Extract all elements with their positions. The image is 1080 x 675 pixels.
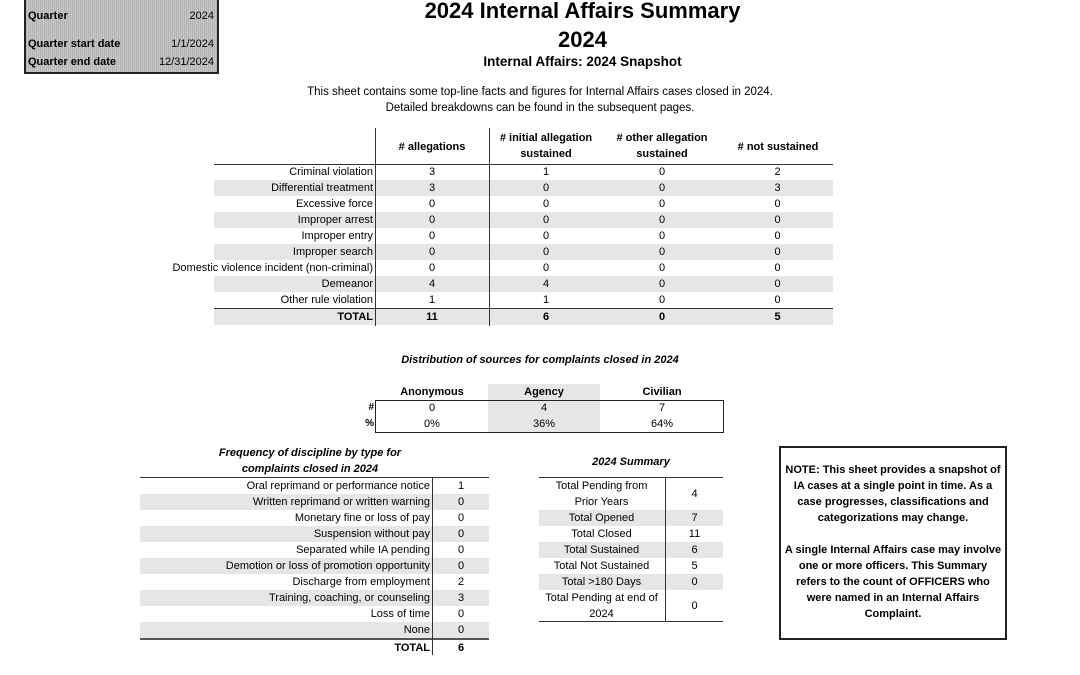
col-header-not-sustained: # not sustained <box>737 141 819 153</box>
discipline-label: Suspension without pay <box>313 528 430 540</box>
summary-label <box>539 478 664 510</box>
summary-value: 7 <box>691 512 698 524</box>
total-divider <box>214 308 833 309</box>
summary-col-divider <box>665 477 666 622</box>
row-value: 0 <box>428 246 436 258</box>
total-value: 11 <box>426 311 438 323</box>
discipline-value: 1 <box>457 480 465 492</box>
summary-bottom-line <box>539 621 723 622</box>
row-value: 3 <box>774 182 781 194</box>
discipline-value: 3 <box>457 592 465 604</box>
discipline-row <box>140 526 489 542</box>
summary-label <box>539 590 664 622</box>
row-label: Differential treatment <box>271 182 373 194</box>
row-value: 0 <box>658 294 666 306</box>
row-value: 0 <box>658 198 666 210</box>
summary-value: 4 <box>691 488 698 500</box>
summary-label-line: Total >180 Days <box>561 576 642 588</box>
col-header-other-sustained: # other allegation sustained <box>616 132 708 160</box>
allegations-table <box>172 128 833 326</box>
row-value: 0 <box>658 182 666 194</box>
row-value: 0 <box>774 262 781 274</box>
discipline-label: Monetary fine or loss of pay <box>294 512 430 524</box>
summary-label <box>539 526 664 542</box>
row-label: Domestic violence incident (non-criminal) <box>172 262 373 274</box>
note-paragraph-2: A single Internal Affairs case may involve one or more officers. This Summary refers to the count of OFFICERS who were named in an Internal Affairs Complaint. <box>784 544 1002 620</box>
row-value: 0 <box>658 230 666 242</box>
row-value: 0 <box>774 230 781 242</box>
summary-label-line: 2024 <box>589 608 614 620</box>
row-value: 0 <box>658 166 666 178</box>
row-value: 0 <box>774 294 781 306</box>
info-value: 12/31/2024 <box>158 56 214 68</box>
summary-row <box>539 590 723 622</box>
total-label: TOTAL <box>337 311 373 323</box>
discipline-label: Written reprimand or written warning <box>252 496 430 508</box>
summary-label <box>539 542 664 558</box>
discipline-value: 0 <box>457 512 465 524</box>
discipline-label: Loss of time <box>370 608 430 620</box>
row-label: Demeanor <box>321 278 373 290</box>
page-year: 2024 <box>558 27 607 52</box>
summary-label <box>539 510 664 526</box>
discipline-label: Oral reprimand or performance notice <box>246 480 430 492</box>
row-value: 2 <box>774 166 781 178</box>
col-header-civilian: Civilian <box>642 386 682 398</box>
row-value: 3 <box>428 182 436 194</box>
total-value: 6 <box>542 311 550 323</box>
table-row <box>214 180 833 196</box>
col-header-allegations: # allegations <box>398 141 466 153</box>
row-value: 1 <box>542 166 550 178</box>
row-value: 0 <box>542 182 550 194</box>
discipline-value: 2 <box>457 576 465 588</box>
discipline-table <box>140 477 489 655</box>
summary-value: 5 <box>691 560 698 572</box>
row-value: 0 <box>542 246 550 258</box>
row-label: Improper search <box>292 246 373 258</box>
discipline-total-label: TOTAL <box>394 642 430 654</box>
summary-value: 11 <box>688 528 701 540</box>
count-label: # <box>368 402 374 413</box>
summary-value: 0 <box>691 600 698 612</box>
table-row <box>214 212 833 228</box>
row-value: 0 <box>542 214 550 226</box>
row-label: Excessive force <box>295 198 373 210</box>
col-header-agency: Agency <box>524 386 564 398</box>
discipline-value: 0 <box>457 608 465 620</box>
intro-line-1: This sheet contains some top-line facts and figures for Internal Affairs cases closed in 2024. <box>307 86 773 98</box>
summary-row <box>539 526 723 542</box>
row-value: 1 <box>542 294 550 306</box>
row-value: 0 <box>658 246 666 258</box>
row-value: 4 <box>428 278 436 290</box>
summary-row <box>539 574 723 590</box>
discipline-title-line-2: complaints closed in 2024 <box>241 463 379 475</box>
row-value: 0 <box>428 262 436 274</box>
label-divider <box>375 128 376 326</box>
summary-label-line: Total Sustained <box>563 544 640 556</box>
intro-line-2: Detailed breakdowns can be found in the subsequent pages. <box>385 102 695 114</box>
row-value: 0 <box>428 198 436 210</box>
table-row <box>214 196 833 212</box>
row-value: 0 <box>428 230 436 242</box>
count-civilian: 7 <box>658 402 666 414</box>
col-divider <box>489 128 490 326</box>
summary-title: 2024 Summary <box>592 456 670 468</box>
row-value: 0 <box>542 198 550 210</box>
info-label: Quarter start date <box>28 38 121 50</box>
discipline-value: 0 <box>457 544 465 556</box>
row-value: 0 <box>658 214 666 226</box>
row-value: 4 <box>542 278 550 290</box>
row-value: 1 <box>428 294 436 306</box>
discipline-label: Separated while IA pending <box>296 544 430 556</box>
note-paragraph-1: NOTE: This sheet provides a snapshot of IA cases at a single point in time. As a case progresses, classifications and categorizations may change. <box>785 464 1001 524</box>
summary-label-line: Total Closed <box>571 528 632 540</box>
pct-label: % <box>365 418 374 429</box>
table-row <box>214 228 833 244</box>
info-value: 1/1/2024 <box>171 38 214 50</box>
discipline-label: Demotion or loss of promotion opportunity <box>225 560 430 572</box>
row-value: 0 <box>774 278 781 290</box>
note-box <box>779 446 1007 640</box>
row-value: 0 <box>542 230 550 242</box>
page-subtitle: Internal Affairs: 2024 Snapshot <box>483 54 682 69</box>
info-label: Quarter end date <box>28 56 117 68</box>
discipline-row <box>140 574 489 590</box>
discipline-row <box>140 558 489 574</box>
summary-label-line: Total Not Sustained <box>553 560 650 572</box>
discipline-label: Discharge from employment <box>292 576 430 588</box>
total-value: 0 <box>658 311 666 323</box>
discipline-label: None <box>403 624 430 636</box>
row-value: 0 <box>658 262 666 274</box>
count-anonymous: 0 <box>428 402 436 414</box>
discipline-row <box>140 510 489 526</box>
discipline-value: 0 <box>457 496 465 508</box>
summary-row <box>539 558 723 574</box>
sources-table <box>360 384 724 434</box>
table-row <box>214 276 833 292</box>
col-header-initial-sustained: # initial allegation sustained <box>499 132 593 160</box>
table-row <box>172 260 833 276</box>
row-value: 0 <box>774 214 781 226</box>
col-header-anonymous: Anonymous <box>400 386 464 398</box>
row-value: 0 <box>542 262 550 274</box>
summary-row <box>539 510 723 526</box>
discipline-row <box>140 590 489 606</box>
summary-row <box>539 478 723 510</box>
summary-label-line: Prior Years <box>574 496 629 508</box>
discipline-row <box>140 478 489 494</box>
discipline-label: Training, coaching, or counseling <box>268 592 430 604</box>
discipline-row <box>140 542 489 558</box>
row-label: Improper arrest <box>297 214 373 226</box>
discipline-row <box>140 606 489 622</box>
table-row <box>214 164 833 180</box>
count-agency: 4 <box>540 402 548 414</box>
discipline-title-line-1: Frequency of discipline by type for <box>218 447 402 459</box>
header-divider <box>214 164 833 165</box>
info-label: Quarter <box>28 10 68 22</box>
discipline-total-divider <box>140 638 489 640</box>
total-value: 5 <box>774 311 781 323</box>
summary-label-line: Total Pending at end of <box>545 592 658 604</box>
total-row <box>214 309 833 325</box>
sources-title: Distribution of sources for complaints closed in 2024 <box>401 354 679 366</box>
discipline-row <box>140 494 489 510</box>
row-value: 0 <box>428 214 436 226</box>
summary-table <box>539 477 723 623</box>
summary-value: 6 <box>691 544 698 556</box>
summary-value: 0 <box>691 576 698 588</box>
summary-label <box>539 574 664 590</box>
row-label: Improper entry <box>301 230 373 242</box>
discipline-value: 0 <box>457 560 465 572</box>
row-value: 0 <box>774 198 781 210</box>
table-row <box>214 244 833 260</box>
pct-anonymous: 0% <box>424 418 440 430</box>
info-value: 2024 <box>189 10 214 22</box>
row-value: 0 <box>658 278 666 290</box>
row-value: 3 <box>428 166 436 178</box>
summary-label <box>539 558 664 574</box>
summary-row <box>539 542 723 558</box>
discipline-row <box>140 622 489 638</box>
row-value: 0 <box>774 246 781 258</box>
row-label: Other rule violation <box>280 294 373 306</box>
table-row <box>214 292 833 308</box>
discipline-total-row <box>140 640 489 656</box>
page-title: 2024 Internal Affairs Summary <box>424 0 741 23</box>
summary-label-line: Total Pending from <box>555 480 648 492</box>
summary-label-line: Total Opened <box>568 512 635 524</box>
pct-agency: 36% <box>532 418 556 430</box>
discipline-value: 0 <box>457 528 465 540</box>
discipline-col-divider <box>432 477 433 655</box>
discipline-total-value: 6 <box>457 642 465 654</box>
discipline-value: 0 <box>457 624 465 636</box>
row-label: Criminal violation <box>289 166 373 178</box>
pct-civilian: 64% <box>650 418 674 430</box>
